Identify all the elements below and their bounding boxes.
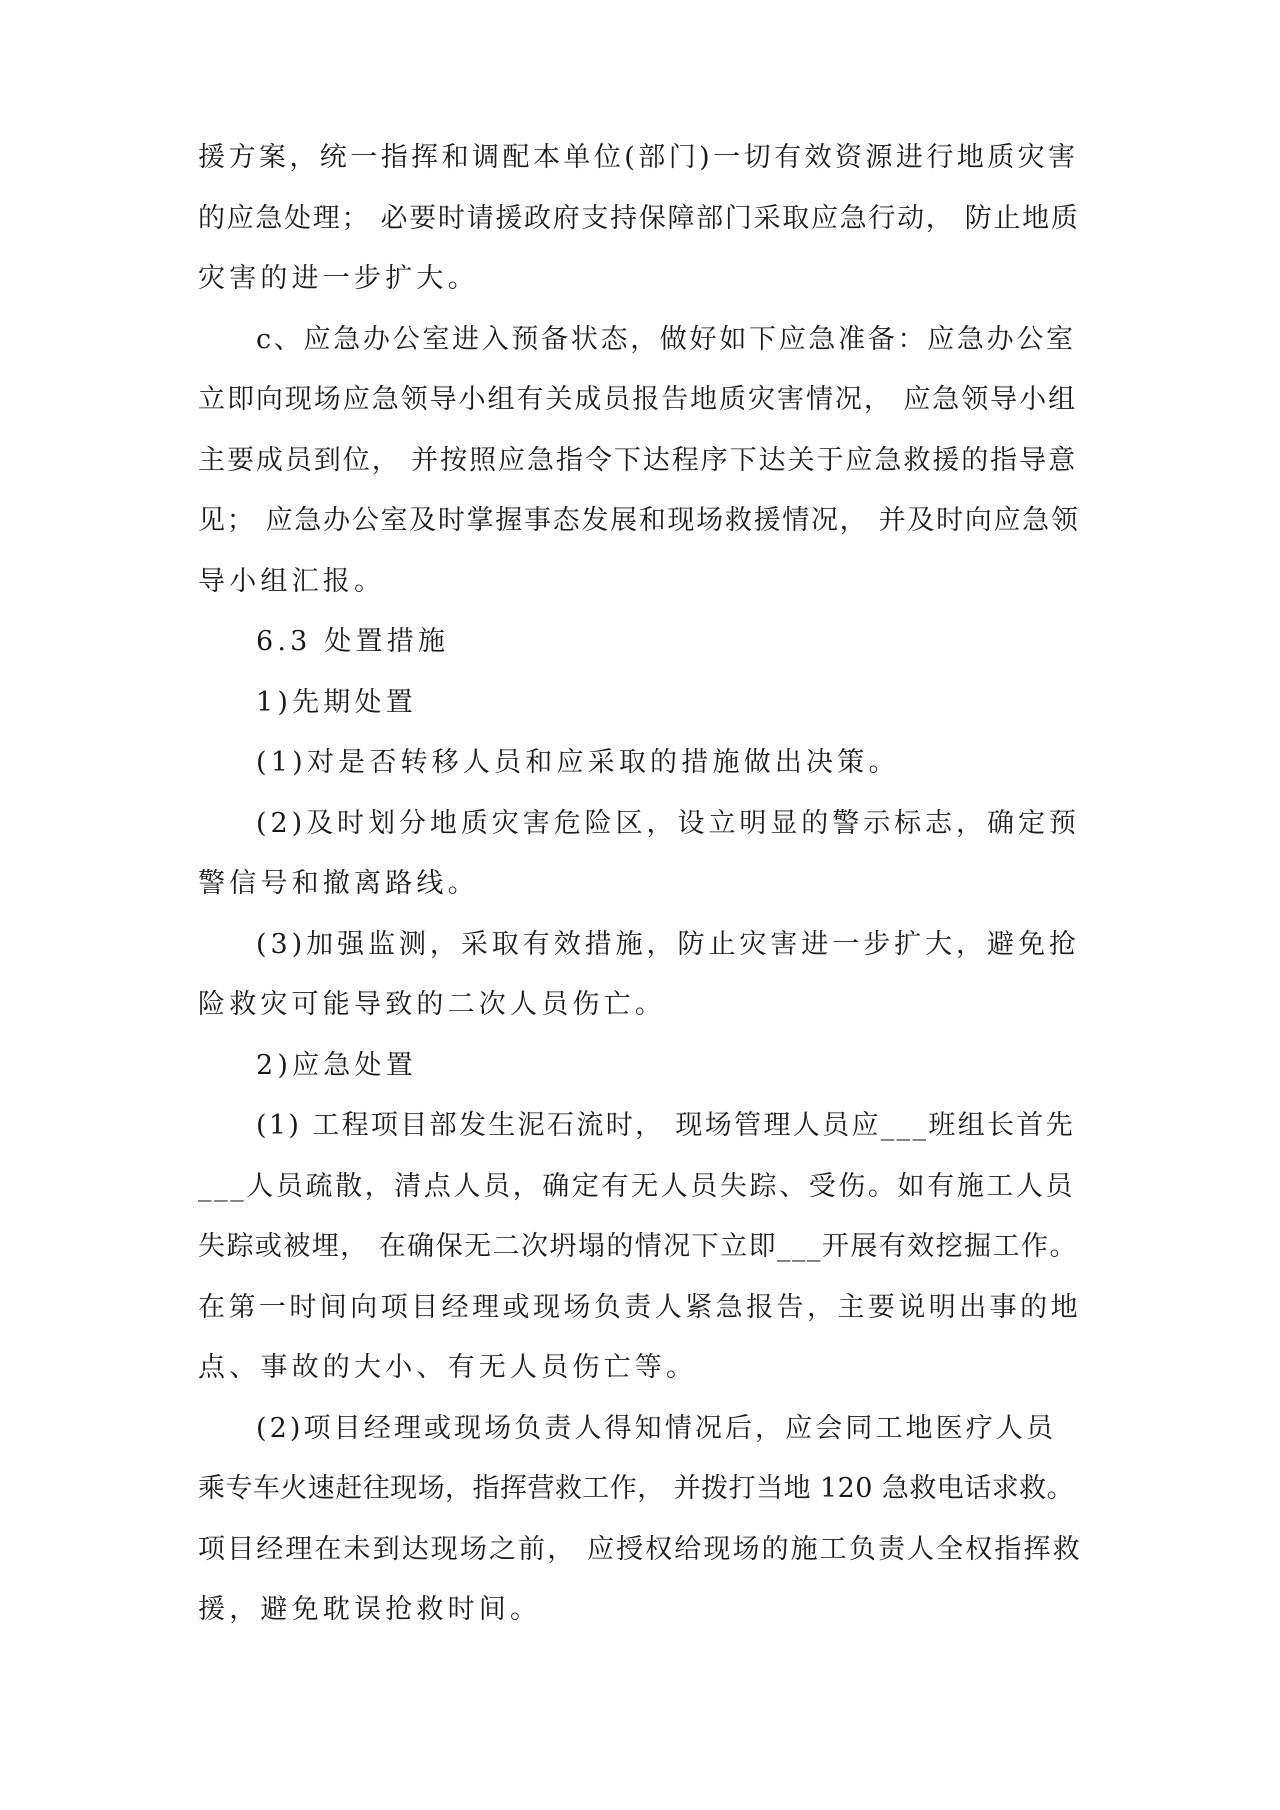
paragraph-line: 项目经理在未到达现场之前， 应授权给现场的施工负责人全权指挥救 bbox=[198, 1533, 1082, 1565]
paragraph-line: 导小组汇报。 bbox=[198, 565, 386, 597]
paragraph-line: ___人员疏散，清点人员，确定有无人员失踪、受伤。如有施工人员 bbox=[198, 1170, 1076, 1202]
paragraph-line: 主要成员到位， 并按照应急指令下达程序下达关于应急救援的指导意 bbox=[198, 444, 1078, 476]
paragraph-line: 乘专车火速赶往现场，指挥营救工作， 并拨打当地 120 急救电话求救。 bbox=[198, 1473, 1075, 1504]
paragraph-line: c、应急办公室进入预备状态，做好如下应急准备：应急办公室 bbox=[256, 323, 1076, 355]
subsection-heading: 1)先期处置 bbox=[256, 686, 417, 718]
paragraph-line: (1)对是否转移人员和应采取的措施做出决策。 bbox=[256, 747, 900, 778]
paragraph-line: 的应急处理； 必要时请援政府支持保障部门采取应急行动， 防止地质 bbox=[198, 202, 1080, 234]
paragraph-line: 失踪或被埋， 在确保无二次坍塌的情况下立即___开展有效挖掘工作。 bbox=[198, 1231, 1078, 1262]
paragraph-line: (2)及时划分地质灾害危险区，设立明显的警示标志，确定预 bbox=[256, 807, 1080, 839]
paragraph-line: (3)加强监测，采取有效措施，防止灾害进一步扩大，避免抢 bbox=[256, 928, 1080, 960]
paragraph-line: 警信号和撤离路线。 bbox=[198, 868, 479, 899]
subsection-heading: 2)应急处置 bbox=[256, 1049, 417, 1081]
paragraph-line: 灾害的进一步扩大。 bbox=[198, 263, 479, 294]
document-body bbox=[198, 128, 1082, 1641]
paragraph-line: 援方案，统一指挥和调配本单位(部门)一切有效资源进行地质灾害 bbox=[198, 142, 1079, 173]
paragraph-line: 在第一时间向项目经理或现场负责人紧急报告，主要说明出事的地 bbox=[198, 1291, 1082, 1323]
paragraph-line: 援，避免耽误抢救时间。 bbox=[198, 1594, 542, 1625]
paragraph-line: 险救灾可能导致的二次人员伤亡。 bbox=[198, 989, 666, 1020]
paragraph-line: (2)项目经理或现场负责人得知情况后，应会同工地医疗人员 bbox=[256, 1412, 1057, 1444]
paragraph-line: 见； 应急办公室及时掌握事态发展和现场救援情况， 并及时向应急领 bbox=[198, 505, 1080, 536]
paragraph-line: (1) 工程项目部发生泥石流时， 现场管理人员应___班组长首先 bbox=[256, 1110, 1076, 1141]
paragraph-line: 立即向现场应急领导小组有关成员报告地质灾害情况， 应急领导小组 bbox=[198, 384, 1078, 415]
section-heading: 6.3 处置措施 bbox=[256, 626, 450, 657]
paragraph-line: 点、事故的大小、有无人员伤亡等。 bbox=[198, 1352, 698, 1383]
